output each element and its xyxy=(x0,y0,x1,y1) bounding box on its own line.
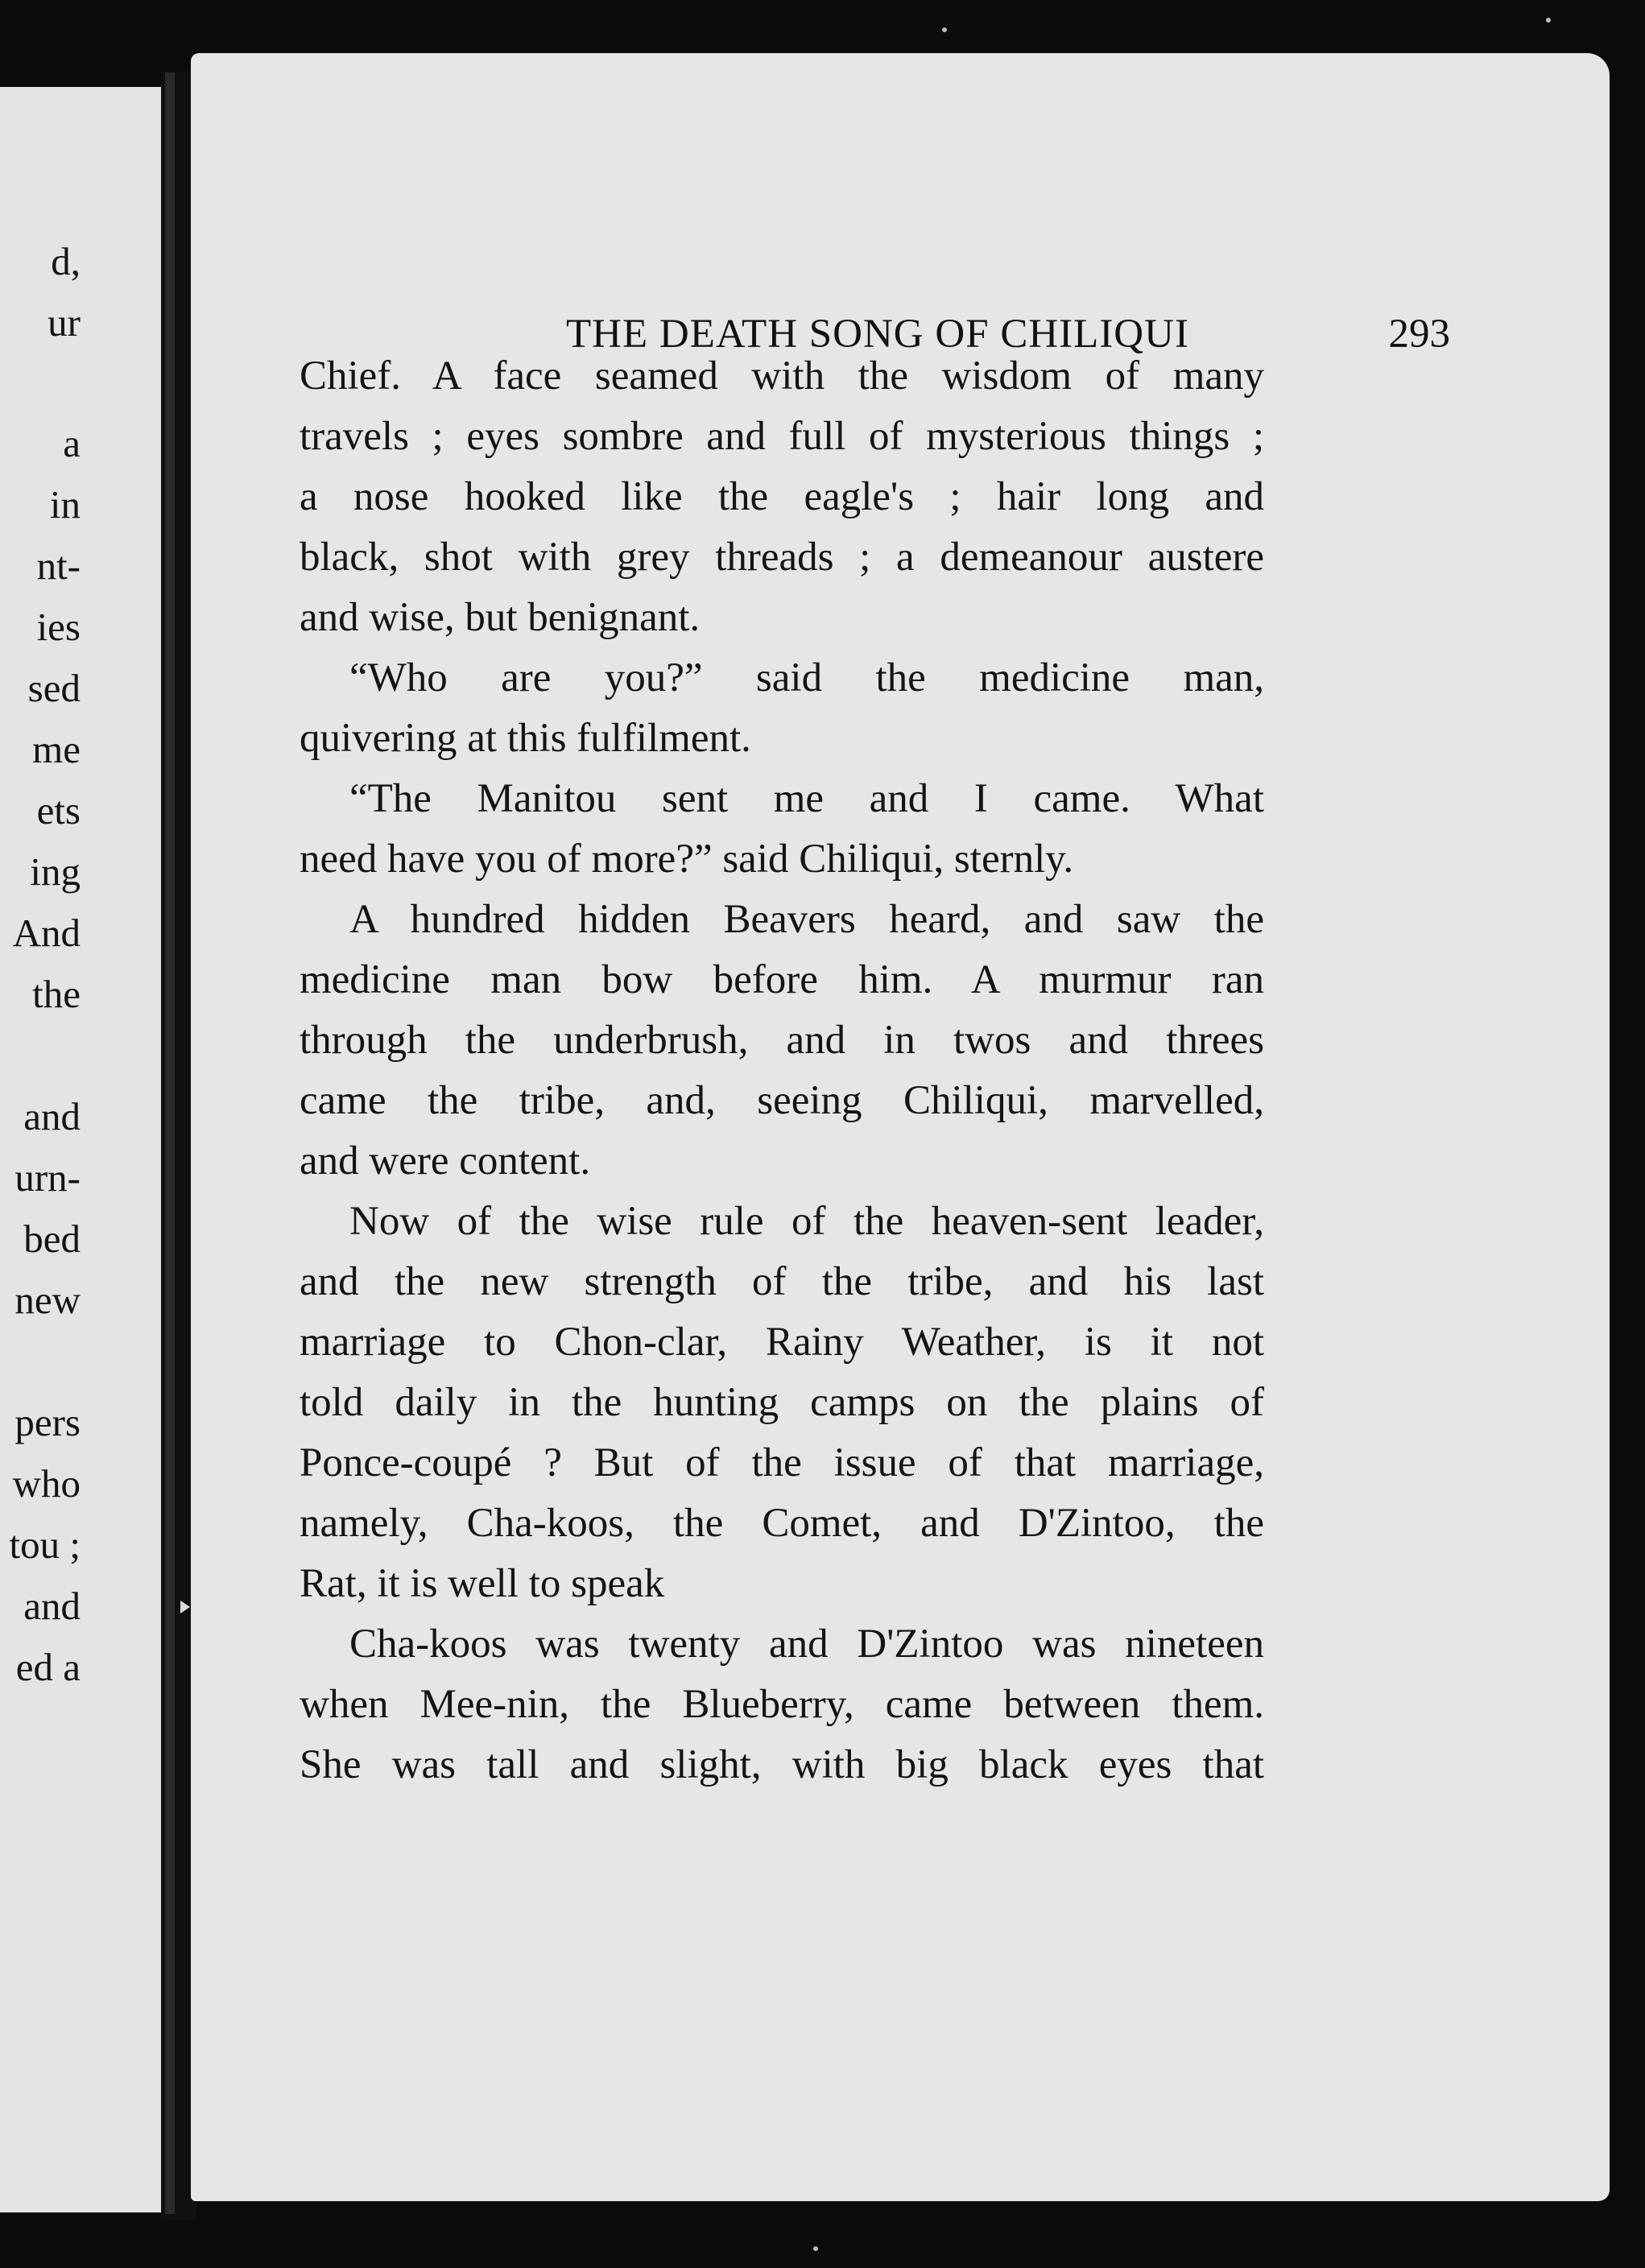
previous-page-fragment: me xyxy=(32,727,81,771)
text-line: through the underbrush, and in twos and threes xyxy=(300,1018,1264,1063)
previous-page-fragment: sed xyxy=(27,666,81,710)
previous-page-fragment: ur xyxy=(48,300,81,345)
previous-page-fragment: ed a xyxy=(15,1645,81,1689)
previous-page-fragment: ing xyxy=(30,849,81,894)
previous-page-fragment: pers xyxy=(14,1400,81,1444)
text-line: black, shot with grey threads ; a demeanour austere xyxy=(300,535,1264,580)
previous-page-fragment: who xyxy=(12,1461,81,1506)
text-line: and the new strength of the tribe, and his last xyxy=(300,1259,1264,1304)
text-line: A hundred hidden Beavers heard, and saw the xyxy=(349,897,1264,942)
running-title: THE DEATH SONG OF CHILIQUI xyxy=(566,312,1189,357)
previous-page-fragment: bed xyxy=(23,1217,81,1261)
page-number: 293 xyxy=(1388,312,1450,357)
previous-page-fragment: d, xyxy=(51,239,81,283)
text-line: Cha-koos was twenty and D'Zintoo was nineteen xyxy=(349,1621,1264,1667)
text-line: Rat, it is well to speak xyxy=(300,1561,665,1606)
text-line: She was tall and slight, with big black eyes that xyxy=(300,1742,1264,1787)
previous-page-fragment: the xyxy=(32,972,81,1016)
previous-page-fragment: urn- xyxy=(14,1155,81,1200)
text-line: Chief. A face seamed with the wisdom of many xyxy=(300,353,1264,399)
previous-page-fragment: nt- xyxy=(36,543,81,588)
previous-page-fragment: in xyxy=(49,482,81,527)
scan-speck xyxy=(942,27,947,32)
text-line: “The Manitou sent me and I came. What xyxy=(349,776,1264,821)
text-line: came the tribe, and, seeing Chiliqui, marvelled, xyxy=(300,1078,1264,1123)
margin-tick-mark xyxy=(180,1601,190,1613)
previous-page-fragment: ets xyxy=(36,788,81,832)
text-line: when Mee-nin, the Blueberry, came between them. xyxy=(300,1682,1264,1727)
text-line: need have you of more?” said Chiliqui, sternly. xyxy=(300,837,1074,882)
previous-page-fragment: ies xyxy=(36,605,81,649)
previous-page-fragment: and xyxy=(23,1094,81,1138)
scan-speck xyxy=(813,2246,818,2251)
text-line: and wise, but benignant. xyxy=(300,595,701,640)
body-text xyxy=(300,346,1264,1795)
previous-page-fragment: And xyxy=(12,911,81,955)
text-line: namely, Cha-koos, the Comet, and D'Zintoo, the xyxy=(300,1501,1264,1546)
text-line: Now of the wise rule of the heaven-sent leader, xyxy=(349,1199,1264,1244)
text-line: travels ; eyes sombre and full of mysterious things ; xyxy=(300,414,1264,459)
gutter-shadow xyxy=(165,72,175,2214)
text-line: medicine man bow before him. A murmur ran xyxy=(300,957,1264,1002)
text-line: Ponce-coupé ? But of the issue of that marriage, xyxy=(300,1440,1264,1485)
text-line: “Who are you?” said the medicine man, xyxy=(349,655,1264,700)
previous-page-fragment: and xyxy=(23,1584,81,1628)
previous-page-text xyxy=(0,87,81,2212)
previous-page-fragment: new xyxy=(14,1278,81,1322)
text-line: and were content. xyxy=(300,1138,591,1184)
scan-speck xyxy=(1546,18,1551,23)
text-line: marriage to Chon-clar, Rainy Weather, is it not xyxy=(300,1320,1264,1365)
previous-page xyxy=(0,87,161,2212)
previous-page-fragment: tou ; xyxy=(9,1522,81,1567)
previous-page-fragment: a xyxy=(63,421,81,465)
text-line: a nose hooked like the eagle's ; hair long and xyxy=(300,474,1264,519)
text-line: told daily in the hunting camps on the plains of xyxy=(300,1380,1264,1425)
text-line: quivering at this fulfilment. xyxy=(300,716,751,761)
